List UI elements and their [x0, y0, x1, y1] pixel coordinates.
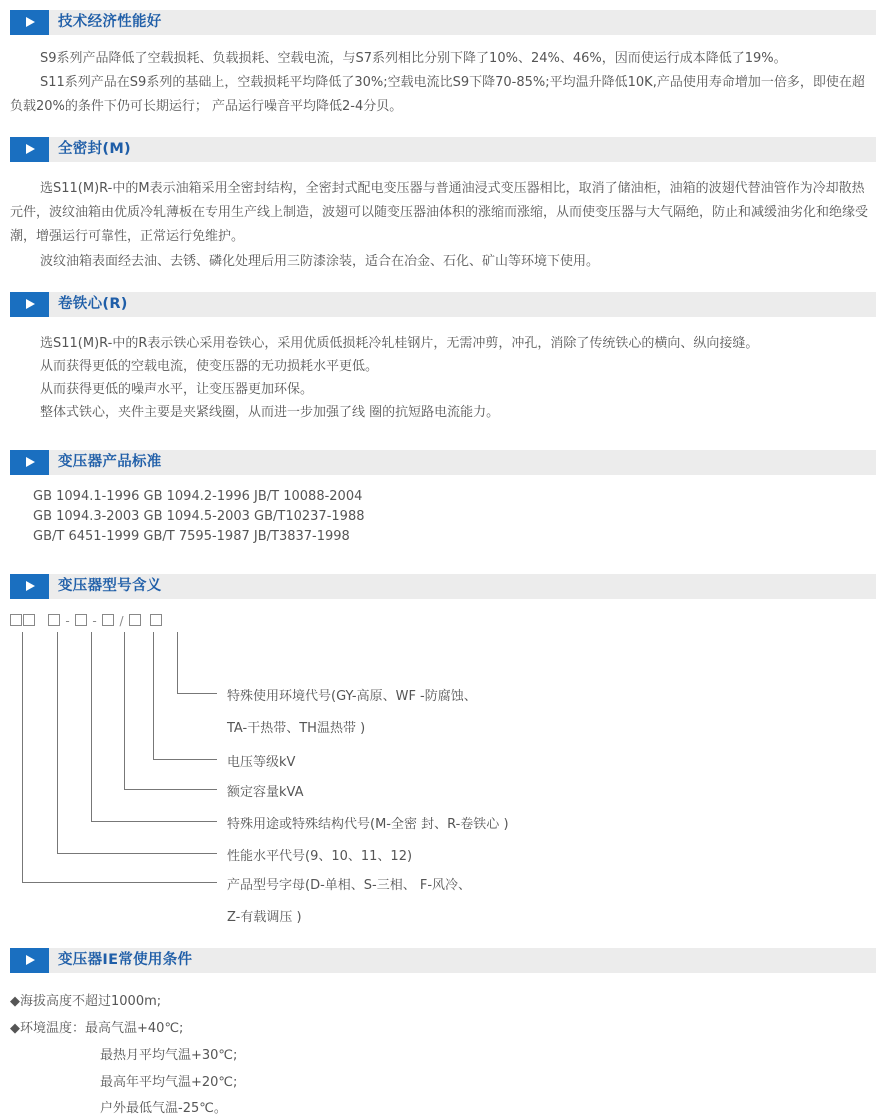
condition-temp-line: 户外最低气温-25℃。 — [100, 1101, 227, 1116]
section-title: 变压器型号含义 — [58, 578, 162, 594]
code-box — [75, 614, 87, 626]
section-header-core — [10, 292, 876, 317]
connector-line — [57, 632, 58, 853]
dash: - — [92, 614, 98, 628]
code-box — [102, 614, 114, 626]
section-title: 全密封(M) — [58, 141, 131, 157]
model-label-product-type-cont: Z-有载调压 ) — [227, 910, 302, 925]
tech-paragraph-1: S9系列产品降低了空载损耗、负载损耗、空载电流，与S7系列相比分别下降了10%、24%、46%，因而使运行成本降低了19%。 — [40, 51, 787, 66]
section-header-model — [10, 574, 876, 599]
code-box — [23, 614, 35, 626]
arrow-tag — [10, 10, 49, 35]
model-label-voltage: 电压等级kV — [227, 755, 296, 770]
core-paragraph-2: 从而获得更低的空载电流，使变压器的无功损耗水平更低。 — [40, 359, 379, 374]
play-arrow-icon — [26, 581, 35, 591]
arrow-tag — [10, 948, 49, 973]
connector-line — [91, 821, 217, 822]
play-arrow-icon — [26, 144, 35, 154]
condition-temperature: ◆环境温度：最高气温+40℃; — [10, 1021, 184, 1036]
play-arrow-icon — [26, 17, 35, 27]
model-label-capacity: 额定容量kVA — [227, 785, 304, 800]
section-header-sealed — [10, 137, 876, 162]
model-label-product-type: 产品型号字母(D-单相、S-三相、 F-风冷、 — [227, 878, 472, 893]
diamond-bullet-icon: ◆ — [10, 1021, 20, 1036]
core-paragraph-4: 整体式铁心，夹件主要是夹紧线圈，从而进一步加强了线 圈的抗短路电流能力。 — [40, 405, 500, 420]
condition-temp-line: 最高年平均气温+20℃; — [100, 1075, 238, 1090]
code-box — [150, 614, 162, 626]
tech-paragraph-2: S11系列产品在S9系列的基础上，空载损耗平均降低了30%;空载电流比S9下降70-85%;平均温升降低10K,产品使用寿命增加一倍多，即使在超负载20%的条件下仍可长期运行； 产品运行噪音平均降低2-4分贝。 — [10, 75, 865, 114]
connector-line — [57, 853, 217, 854]
section-header-standards — [10, 450, 876, 475]
connector-line — [177, 693, 217, 694]
section-title: 技术经济性能好 — [58, 14, 162, 30]
connector-line — [124, 632, 125, 789]
model-label-performance: 性能水平代号(9、10、11、12) — [227, 849, 413, 864]
section-header-conditions — [10, 948, 876, 973]
section-header-tech — [10, 10, 876, 35]
diamond-bullet-icon: ◆ — [10, 994, 20, 1009]
connector-line — [22, 882, 217, 883]
code-box — [48, 614, 60, 626]
section-title: 变压器产品标准 — [58, 454, 162, 470]
condition-altitude: ◆海拔高度不超过1000m; — [10, 994, 162, 1009]
play-arrow-icon — [26, 955, 35, 965]
standard-line-3: GB/T 6451-1999 GB/T 7595-1987 JB/T3837-1998 — [33, 529, 350, 544]
connector-line — [22, 632, 23, 882]
standard-line-2: GB 1094.3-2003 GB 1094.5-2003 GB/T10237-1988 — [33, 509, 365, 524]
model-label-environment-cont: TA-干热带、TH温热带 ) — [227, 721, 366, 736]
play-arrow-icon — [26, 299, 35, 309]
arrow-tag — [10, 574, 49, 599]
section-title: 变压器IE常使用条件 — [58, 952, 193, 968]
connector-line — [91, 632, 92, 821]
model-label-special-structure: 特殊用途或特殊结构代号(M-全密 封、R-卷铁心 ) — [227, 817, 509, 832]
connector-line — [153, 632, 154, 760]
standard-line-1: GB 1094.1-1996 GB 1094.2-1996 JB/T 10088-2004 — [33, 489, 363, 504]
connector-line — [124, 789, 217, 790]
dash: - — [65, 614, 71, 628]
model-label-environment: 特殊使用环境代号(GY-高原、WF -防腐蚀、 — [227, 689, 477, 704]
connector-line — [177, 632, 178, 693]
core-paragraph-3: 从而获得更低的噪声水平，让变压器更加环保。 — [40, 382, 314, 397]
slash: / — [119, 614, 125, 628]
code-box — [10, 614, 22, 626]
play-arrow-icon — [26, 457, 35, 467]
arrow-tag — [10, 137, 49, 162]
code-box — [129, 614, 141, 626]
arrow-tag — [10, 292, 49, 317]
sealed-paragraph-2: 波纹油箱表面经去油、去锈、磷化处理后用三防漆涂装，适合在冶金、石化、矿山等环境下使用。 — [40, 254, 600, 269]
condition-temp-line: 最热月平均气温+30℃; — [100, 1048, 238, 1063]
arrow-tag — [10, 450, 49, 475]
connector-line — [153, 759, 217, 760]
sealed-paragraph-1: 选S11(M)R-中的M表示油箱采用全密封结构，全密封式配电变压器与普通油浸式变压器相比，取消了储油柜，油箱的波翅代替油管作为冷却散热元件，波纹油箱由优质冷轧薄板在专用生产线上制造，波翅可以随变压器油体积的涨缩而涨缩，从而使变压器与大气隔绝，防止和减缓油劣化和绝缘受潮，增强运行可靠性，正常运行免维护。 — [10, 181, 869, 244]
section-title: 卷铁心(R) — [58, 296, 128, 312]
core-paragraph-1: 选S11(M)R-中的R表示铁心采用卷铁心，采用优质低损耗冷轧桂钢片，无需冲剪，冲孔，消除了传统铁心的横向、纵向接缝。 — [40, 336, 759, 351]
model-code-template — [10, 614, 163, 629]
